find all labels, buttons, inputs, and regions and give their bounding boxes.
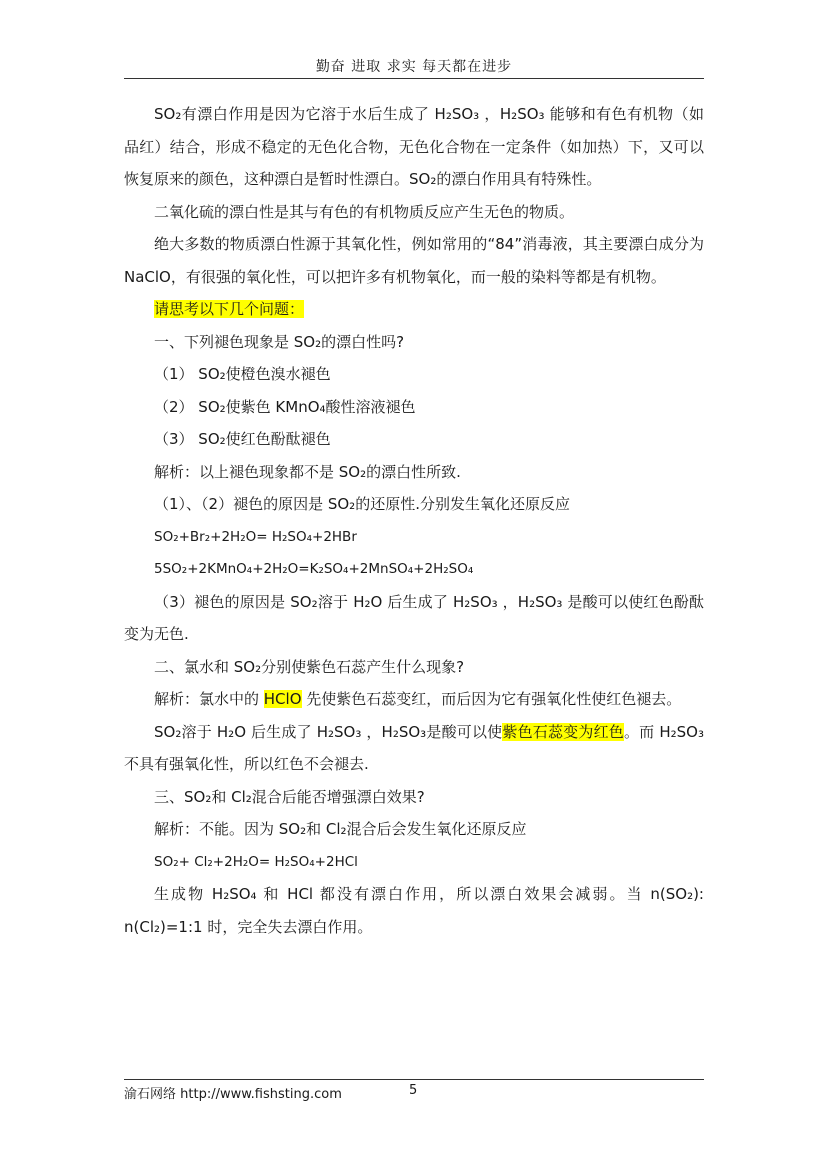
question-1-item-3: （3） SO₂使红色酚酞褪色 xyxy=(154,430,331,448)
answer-2-so2-tail: 。而 H₂SO₃不具有强氧化性，所以红色不会褪去. xyxy=(124,722,704,773)
footer-divider xyxy=(124,1079,704,1080)
question-1: 一、下列褪色现象是 SO₂的漂白性吗? xyxy=(154,332,405,351)
question-2: 二、氯水和 SO₂分别使紫色石蕊产生什么现象? xyxy=(154,657,465,676)
answer-3: 解析：不能。因为 SO₂和 Cl₂混合后会发生氧化还原反应 xyxy=(154,820,527,838)
paragraph-so2-bleaching: SO₂有漂白作用是因为它溶于水后生成了 H₂SO₃ ，H₂SO₃ 能够和有色有机物（如品红）结合，形成不稳定的无色化合物，无色化合物在一定条件（如加热）下，又可以恢复原来的颜色，这种漂白是暂时性漂白。SO₂的漂白作用具有特殊性。 xyxy=(124,105,704,188)
answer-2-text-tail: 先使紫色石蕊变红，而后因为它有强氧化性使红色褪去。 xyxy=(301,690,682,708)
footer-site: 渝石网络 http://www.fishsting.com xyxy=(124,1087,342,1102)
answer-1-reason-3: （3）褪色的原因是 SO₂溶于 H₂O 后生成了 H₂SO₃ ，H₂SO₃ 是酸可以使红色酚酞变为无色. xyxy=(124,592,704,643)
document-body xyxy=(124,98,704,943)
paragraph-so2-reaction: 二氧化硫的漂白性是其与有色的有机物质反应产生无色的物质。 xyxy=(154,202,575,221)
page-number: 5 xyxy=(409,1083,418,1098)
equation-chlorine: SO₂+ Cl₂+2H₂O= H₂SO₄+2HCl xyxy=(154,853,358,870)
equation-bromine: SO₂+Br₂+2H₂O= H₂SO₄+2HBr xyxy=(154,528,357,545)
header-divider xyxy=(124,78,704,79)
answer-2-text: 解析：氯水中的 xyxy=(154,690,264,708)
prompt-line xyxy=(124,293,704,326)
answer-3-conclusion: 生成物 H₂SO₄ 和 HCl 都没有漂白作用，所以漂白效果会减弱。当 n(SO₂): n(Cl₂)=1:1 时，完全失去漂白作用。 xyxy=(124,885,704,936)
equation-permanganate: 5SO₂+2KMnO₄+2H₂O=K₂SO₄+2MnSO₄+2H₂SO₄ xyxy=(154,561,474,577)
answer-2-so2-text: SO₂溶于 H₂O 后生成了 H₂SO₃ ，H₂SO₃是酸可以使 xyxy=(154,722,503,741)
answer-2 xyxy=(124,683,704,716)
answer-1: 解析：以上褪色现象都不是 SO₂的漂白性所致. xyxy=(154,462,461,481)
page-header-motto: 勤奋 进取 求实 每天都在进步 xyxy=(315,59,513,75)
answer-2-so2 xyxy=(124,716,704,781)
prompt-highlight: 请思考以下几个问题： xyxy=(154,300,305,318)
question-1-item-2: （2） SO₂使紫色 KMnO₄酸性溶液褪色 xyxy=(154,397,416,416)
page-footer xyxy=(124,1083,704,1102)
answer-1-reason-12: （1）、（2）褪色的原因是 SO₂的还原性.分别发生氧化还原反应 xyxy=(154,495,570,513)
litmus-red-highlight: 紫色石蕊变为红色 xyxy=(502,722,624,741)
paragraph-oxidation-bleach: 绝大多数的物质漂白性源于其氧化性，例如常用的“84”消毒液，其主要漂白成分为 NaClO，有很强的氧化性，可以把许多有机物氧化，而一般的染料等都是有机物。 xyxy=(124,235,704,286)
hclo-highlight: HClO xyxy=(263,690,302,708)
question-1-item-1: （1） SO₂使橙色溴水褪色 xyxy=(154,365,331,383)
question-3: 三、SO₂和 Cl₂混合后能否增强漂白效果? xyxy=(154,787,425,806)
